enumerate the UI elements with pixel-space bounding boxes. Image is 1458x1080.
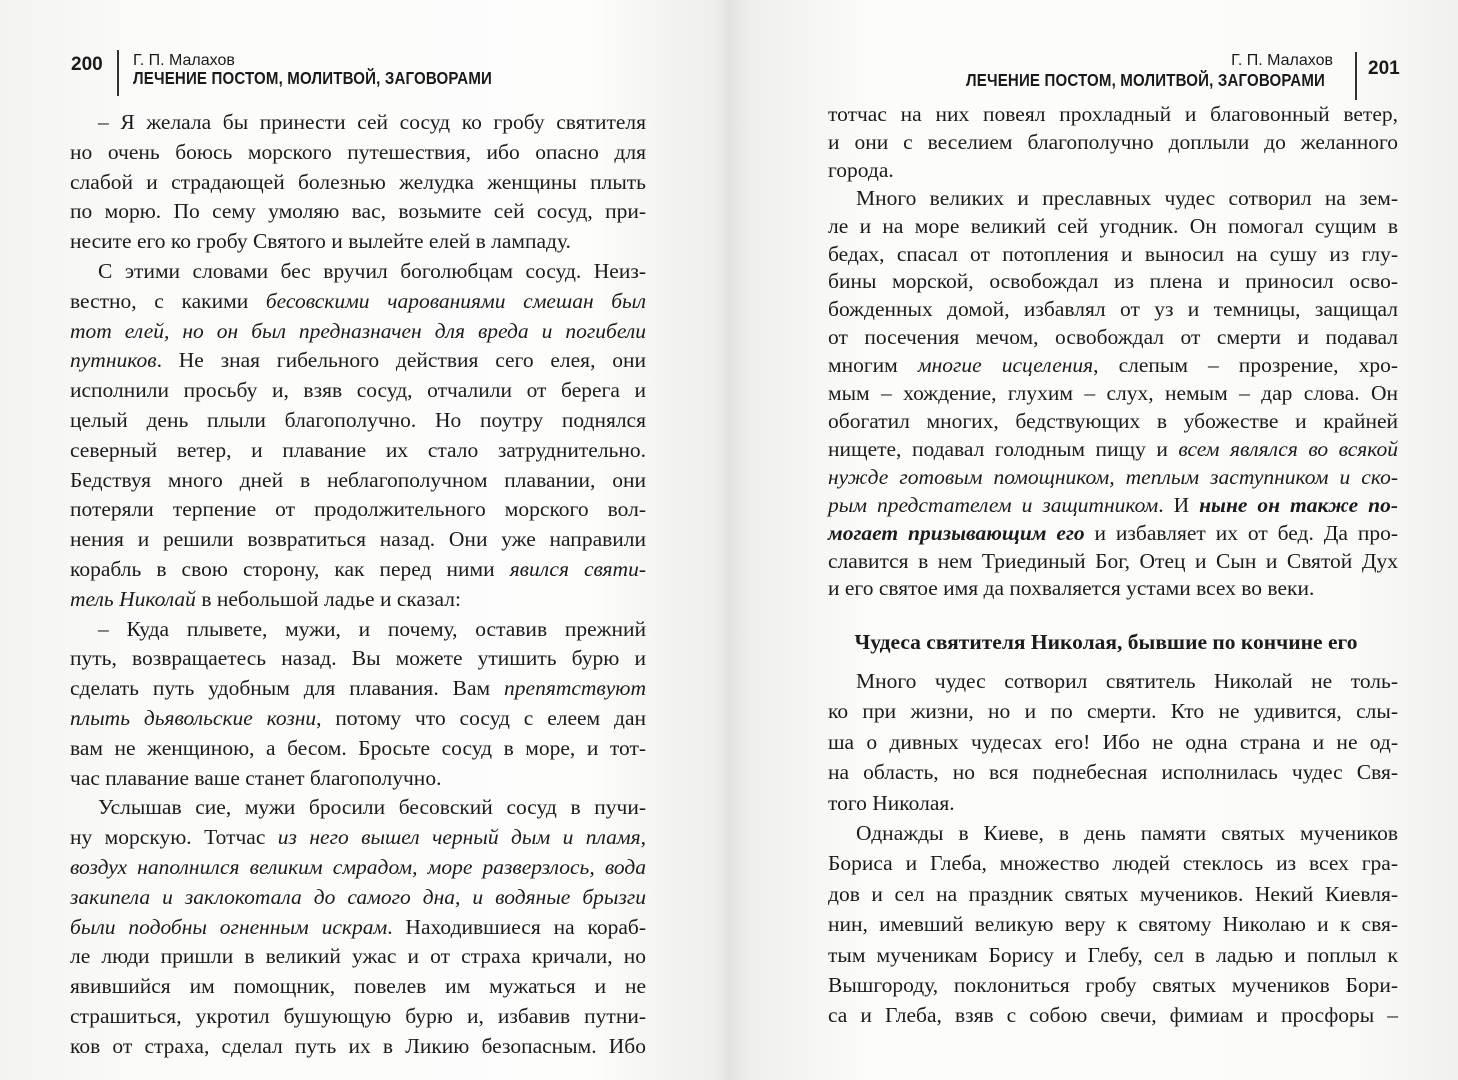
- text-line: [70, 972, 646, 1002]
- text-line: [828, 241, 1398, 269]
- bold-text: ныне он также по-: [1199, 492, 1398, 517]
- text-run: бедах, спасал от потопления и выносил на сушу из глу-: [828, 241, 1398, 266]
- text-run: города.: [828, 157, 894, 182]
- text-run: ле люди пришли в великий ужас и от страха кричали, но: [70, 944, 646, 969]
- text-run: Бориса и Глеба, множество людей стеклось из всех гра-: [828, 851, 1398, 876]
- text-run: Однажды в Киеве, в день памяти святых мучеников: [856, 821, 1398, 846]
- text-run: тотчас на них повеял прохладный и благовонный ветер,: [828, 102, 1398, 126]
- text-run: , потому что сосуд с елеем дан: [316, 705, 646, 730]
- text-line: [70, 823, 646, 853]
- text-run: и его святое имя да похваляется устами всех во веки.: [828, 576, 1315, 601]
- text-run: нищете, подавал голодным пищу и: [828, 436, 1179, 461]
- text-run: многим: [828, 353, 918, 378]
- italic-text: тот елей, но он был предназначен для вреда и погибели: [70, 318, 646, 343]
- text-line: [70, 853, 646, 883]
- text-line: [828, 727, 1398, 757]
- text-run: ну морскую. Тотчас: [70, 825, 278, 850]
- text-run: са и Глеба, взяв с собою свечи, фимиам и просфоры –: [828, 1003, 1398, 1028]
- text-line: [828, 101, 1398, 129]
- text-run: целый день плыли благополучно. Но поутру поднялся: [70, 407, 646, 432]
- text-line: [70, 942, 646, 972]
- text-line: [828, 548, 1398, 576]
- text-run: несите его ко гробу Святого и вылейте елей в лампаду.: [70, 229, 571, 254]
- right-page-body-bottom: [828, 666, 1398, 1031]
- text-line: [70, 108, 646, 138]
- text-run: вестно, с какими: [70, 288, 266, 313]
- text-line: [828, 520, 1398, 548]
- text-line: [70, 674, 646, 704]
- text-run: С этими словами бес вручил боголюбцам сосуд. Неиз-: [98, 258, 646, 283]
- text-line: [828, 879, 1398, 909]
- text-run: но очень боюсь морского путешествия, ибо опасно для: [70, 139, 646, 164]
- italic-text: рым предстателем и защитником: [828, 492, 1159, 517]
- text-run: . И: [1158, 492, 1200, 517]
- text-line: [70, 1032, 646, 1062]
- text-line: [828, 408, 1398, 436]
- text-line: [70, 764, 646, 794]
- text-line: [828, 352, 1398, 380]
- text-line: [70, 585, 646, 615]
- text-line: [828, 268, 1398, 296]
- text-run: явившийся им помощник, повелев им мужаться и не: [70, 974, 646, 999]
- page-number-right: 201: [1368, 58, 1400, 79]
- text-line: [828, 324, 1398, 352]
- left-page-body: [70, 108, 646, 1062]
- italic-text: плыть дьявольские козни: [70, 705, 317, 730]
- text-run: вам не женщиною, а бесом. Бросьте сосуд в море, и тот-: [70, 735, 646, 760]
- text-run: ко при жизни, но и по смерти. Кто не удивится, слы-: [828, 699, 1398, 724]
- text-line: [70, 525, 646, 555]
- italic-text: всем являлся во всякой: [1178, 436, 1398, 461]
- italic-text: явился святи-: [509, 556, 646, 581]
- italic-text: нужде готовым помощником, теплым заступником и ско-: [828, 464, 1398, 489]
- text-line: [828, 970, 1398, 1000]
- text-line: [70, 406, 646, 436]
- text-run: нения и решили возвратиться назад. Они уже направили: [70, 527, 646, 552]
- running-head-title-right: ЛЕЧЕНИЕ ПОСТОМ, МОЛИТВОЙ, ЗАГОВОРАМИ: [966, 70, 1326, 90]
- text-run: славится в нем Триединый Бог, Отец и Сын и Святой Дух: [828, 548, 1398, 573]
- text-run: Вышгороду, поклониться гробу святых мучеников Бори-: [828, 973, 1398, 998]
- text-line: [828, 380, 1398, 408]
- text-run: . Не зная гибельного действия сего елея, они: [156, 348, 646, 373]
- text-run: ша о дивных чудесах его! Ибо не одна страна и не од-: [828, 729, 1398, 754]
- italic-text: бесовскими чарованиями смешан был: [265, 288, 646, 313]
- text-line: [70, 644, 646, 674]
- text-run: сделать путь удобным для плавания. Вам: [70, 676, 505, 701]
- text-line: [828, 185, 1398, 213]
- text-run: , слепым – прозрение, хро-: [1093, 353, 1398, 378]
- text-run: – Я желала бы принести сей сосуд ко гробу святителя: [98, 110, 646, 134]
- text-run: того Николая.: [828, 790, 955, 815]
- text-line: [828, 940, 1398, 970]
- text-line: [828, 464, 1398, 492]
- text-line: [828, 296, 1398, 324]
- text-line: [70, 734, 646, 764]
- text-line: [70, 197, 646, 227]
- page-number-left: 200: [71, 54, 103, 75]
- text-run: Бедствуя много дней в неблагополучном плавании, они: [70, 467, 646, 492]
- text-line: [70, 495, 646, 525]
- text-run: Много чудес сотворил святитель Николай не толь-: [856, 669, 1398, 693]
- text-line: [70, 615, 646, 645]
- text-line: [70, 883, 646, 913]
- text-line: [70, 227, 646, 257]
- italic-text: из него вышел черный дым и пламя,: [277, 825, 647, 850]
- text-run: и они с веселием благополучно доплыли до желанного: [828, 129, 1398, 154]
- text-run: слабой и страдающей болезнью желудка женщины плыть: [70, 169, 646, 194]
- text-run: Услышав сие, мужи бросили бесовский сосуд в пучи-: [98, 795, 646, 820]
- text-run: северный ветер, и плавание их стало затруднительно.: [70, 437, 646, 462]
- italic-text: препятствуют: [504, 676, 646, 701]
- right-page-body-top: [828, 101, 1398, 603]
- text-line: [828, 436, 1398, 464]
- text-line: [70, 555, 646, 585]
- italic-text: путников: [70, 348, 157, 373]
- text-run: обогатил многих, бедствующих в убожестве и крайней: [828, 408, 1398, 433]
- text-run: и избавляет их от бед. Да про-: [1084, 520, 1398, 545]
- text-run: исполнили просьбу и, взяв сосуд, отчалили от берега и: [70, 378, 646, 403]
- text-line: [828, 1000, 1398, 1030]
- text-line: [70, 1002, 646, 1032]
- text-run: мым – хождение, глухим – слух, немым – дар слова. Он: [828, 381, 1398, 406]
- section-heading: Чудеса святителя Николая, бывшие по кончине его: [854, 630, 1358, 654]
- header-divider-left: [117, 50, 119, 96]
- italic-text: многие исцеления: [917, 353, 1094, 378]
- text-run: тым мученикам Борису и Глебу, сел в ладью и поплыл к: [828, 942, 1398, 967]
- text-run: потеряли терпение от продолжительного морского вол-: [70, 497, 646, 522]
- text-line: [828, 157, 1398, 185]
- text-run: . Находившиеся на кораб-: [387, 914, 646, 939]
- text-run: путь, возвращаетесь назад. Вы можете утишить бурю и: [70, 646, 646, 671]
- header-divider-right: [1355, 52, 1357, 100]
- text-line: [70, 793, 646, 823]
- italic-text: воздух наполнился великим смрадом, море разверзлось, вода: [70, 854, 646, 879]
- text-line: [70, 257, 646, 287]
- text-line: [828, 848, 1398, 878]
- text-line: [828, 757, 1398, 787]
- bold-text: могает призывающим его: [828, 520, 1085, 545]
- italic-text: были подобны огненным искрам: [70, 914, 388, 939]
- text-run: от посечения мечом, освобождал от смерти и подавал: [828, 325, 1398, 350]
- text-run: час плавание ваше станет благополучно.: [70, 765, 442, 790]
- text-line: [828, 818, 1398, 848]
- text-run: страшиться, укротил бушующую бурю и, избавив путни-: [70, 1003, 646, 1028]
- text-line: [828, 575, 1398, 603]
- text-line: [828, 213, 1398, 241]
- text-line: [828, 492, 1398, 520]
- text-run: дов и сел на праздник святых мучеников. Некий Киевля-: [828, 881, 1398, 906]
- text-line: [70, 317, 646, 347]
- text-line: [70, 913, 646, 943]
- text-run: – Куда плывете, мужи, и почему, оставив прежний: [98, 616, 646, 641]
- text-line: [70, 138, 646, 168]
- text-line: [828, 909, 1398, 939]
- text-run: нин, имевший великую веру к святому Николаю и к свя-: [828, 912, 1398, 937]
- text-line: [70, 704, 646, 734]
- text-line: [70, 287, 646, 317]
- text-run: Много великих и преславных чудес сотворил на зем-: [856, 185, 1398, 210]
- text-run: божденных домой, избавлял от уз и темницы, защищал: [828, 297, 1398, 322]
- text-line: [70, 436, 646, 466]
- text-line: [828, 788, 1398, 818]
- text-run: на область, но вся поднебесная исполнилась чудес Свя-: [828, 760, 1398, 785]
- text-run: в небольшой ладье и сказал:: [195, 586, 461, 611]
- text-run: ков от страха, сделал путь их в Ликию безопасным. Ибо: [70, 1033, 646, 1058]
- text-run: корабль в свою сторону, как перед ними: [70, 556, 510, 581]
- running-head-author-right: Г. П. Малахов: [1231, 52, 1333, 69]
- italic-text: закипела и заклокотала до самого дна, и водяные брызги: [70, 884, 646, 909]
- text-line: [70, 346, 646, 376]
- text-run: бины морской, освобождал из плена и приносил осво-: [828, 269, 1398, 294]
- running-head-title-left: ЛЕЧЕНИЕ ПОСТОМ, МОЛИТВОЙ, ЗАГОВОРАМИ: [133, 68, 493, 88]
- text-run: ле и на море великий сей угодник. Он помогал сущим в: [828, 213, 1398, 238]
- text-line: [70, 466, 646, 496]
- text-line: [828, 696, 1398, 726]
- text-run: по морю. По сему умоляю вас, возьмите сей сосуд, при-: [70, 199, 646, 224]
- text-line: [70, 376, 646, 406]
- running-head-author-left: Г. П. Малахов: [133, 52, 235, 69]
- italic-text: тель Николай: [70, 586, 196, 611]
- text-line: [828, 129, 1398, 157]
- text-line: [70, 168, 646, 198]
- text-line: [828, 666, 1398, 696]
